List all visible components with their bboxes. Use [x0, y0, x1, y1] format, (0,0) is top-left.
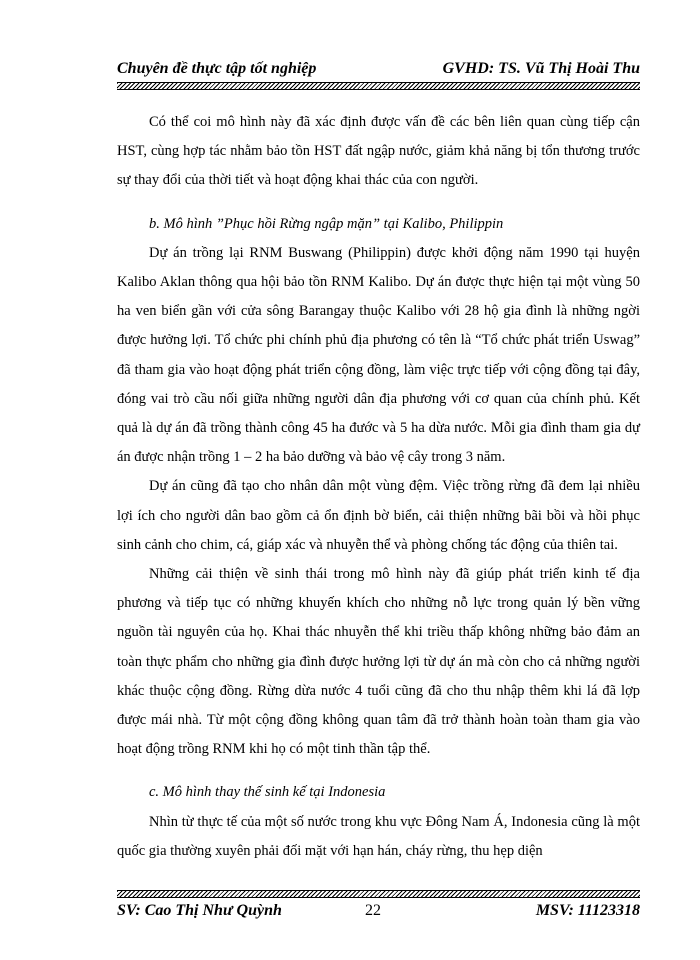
- paragraph-kalibo-project: Dự án trồng lại RNM Buswang (Philippin) được khởi động năm 1990 tại huyện Kalibo Aklan thông qua hội bảo tồn RNM Kalibo. Dự án được thực hiện tại một vùng 50 ha ven biển gần với cửa sông Barangay thuộc Kalibo với 28 hộ gia đình là những ngời được hưởng lợi. Tổ chức phi chính phủ địa phương có tên là “Tổ chức phát triển Uswag” đã tham gia vào hoạt động phát triển cộng đồng, làm việc trực tiếp với cộng đồng tại đây, đóng vai trò cầu nối giữa những người dân địa phương với cơ quan của chính phủ. Kết quả là dự án đã trồng thành công 45 ha đước và 5 ha dừa nước. Mỗi gia đình tham gia dự án được nhận trồng 1 – 2 ha bảo dưỡng và bảo vệ cây trong 3 năm.: [117, 244, 640, 466]
- footer-student: SV: Cao Thị Như Quỳnh: [117, 902, 282, 919]
- page-footer: [117, 900, 640, 924]
- paragraph-intro: Có thể coi mô hình này đã xác định được vấn đề các bên liên quan cùng tiếp cận HST, cùng hợp tác nhằm bảo tồn HST đất ngập nước, giảm khả năng bị tổn thương trước sự thay đổi của thời tiết và hoạt động khai thác của con người.: [117, 114, 640, 189]
- heading-section-c: c. Mô hình thay thế sinh kế tại Indonesia: [149, 784, 386, 801]
- page-header: [117, 58, 640, 82]
- heading-section-b: b. Mô hình ”Phục hồi Rừng ngập mặn” tại Kalibo, Philippin: [149, 215, 504, 232]
- header-advisor: GVHD: TS. Vũ Thị Hoài Thu: [442, 60, 640, 77]
- page-content: [117, 108, 640, 866]
- paragraph-indonesia: Nhìn từ thực tế của một số nước trong khu vực Đông Nam Á, Indonesia cũng là một quốc gia thường xuyên phải đối mặt với hạn hán, cháy rừng, thu hẹp diện: [117, 813, 640, 859]
- paragraph-ecological-improvements: Những cải thiện về sinh thái trong mô hình này đã giúp phát triển kinh tế địa phương và tiếp tục có những khuyến khích cho những nỗ lực trong quản lý bền vững nguồn tài nguyên của họ. Khai thác nhuyễn thể khi triều thấp không những bảo đảm an toàn thực phẩm cho những gia đình được hưởng lợi từ dự án mà còn cho cả những người khác thuộc cộng đồng. Rừng dừa nước 4 tuổi cũng đã cho thu nhập thêm khi lá đã lợp được mái nhà. Từ một cộng đồng không quan tâm đã trở thành hoàn toàn tham gia vào hoạt động trồng RNM khi họ có một tinh thần tập thể.: [117, 566, 640, 758]
- header-title: Chuyên đề thực tập tốt nghiệp: [117, 60, 317, 77]
- page-number: 22: [365, 902, 381, 919]
- footer-student-id: MSV: 11123318: [535, 902, 640, 919]
- paragraph-buffer-zone: Dự án cũng đã tạo cho nhân dân một vùng đệm. Việc trồng rừng đã đem lại nhiều lợi ích cho người dân bao gồm cả ổn định bờ biển, cải thiện những bãi bồi và hồi phục sinh cảnh cho chim, cá, giáp xác và nhuyễn thể và phòng chống tác động của thiên tai.: [117, 478, 640, 553]
- header-rule: [117, 82, 640, 90]
- footer-rule: [117, 890, 640, 898]
